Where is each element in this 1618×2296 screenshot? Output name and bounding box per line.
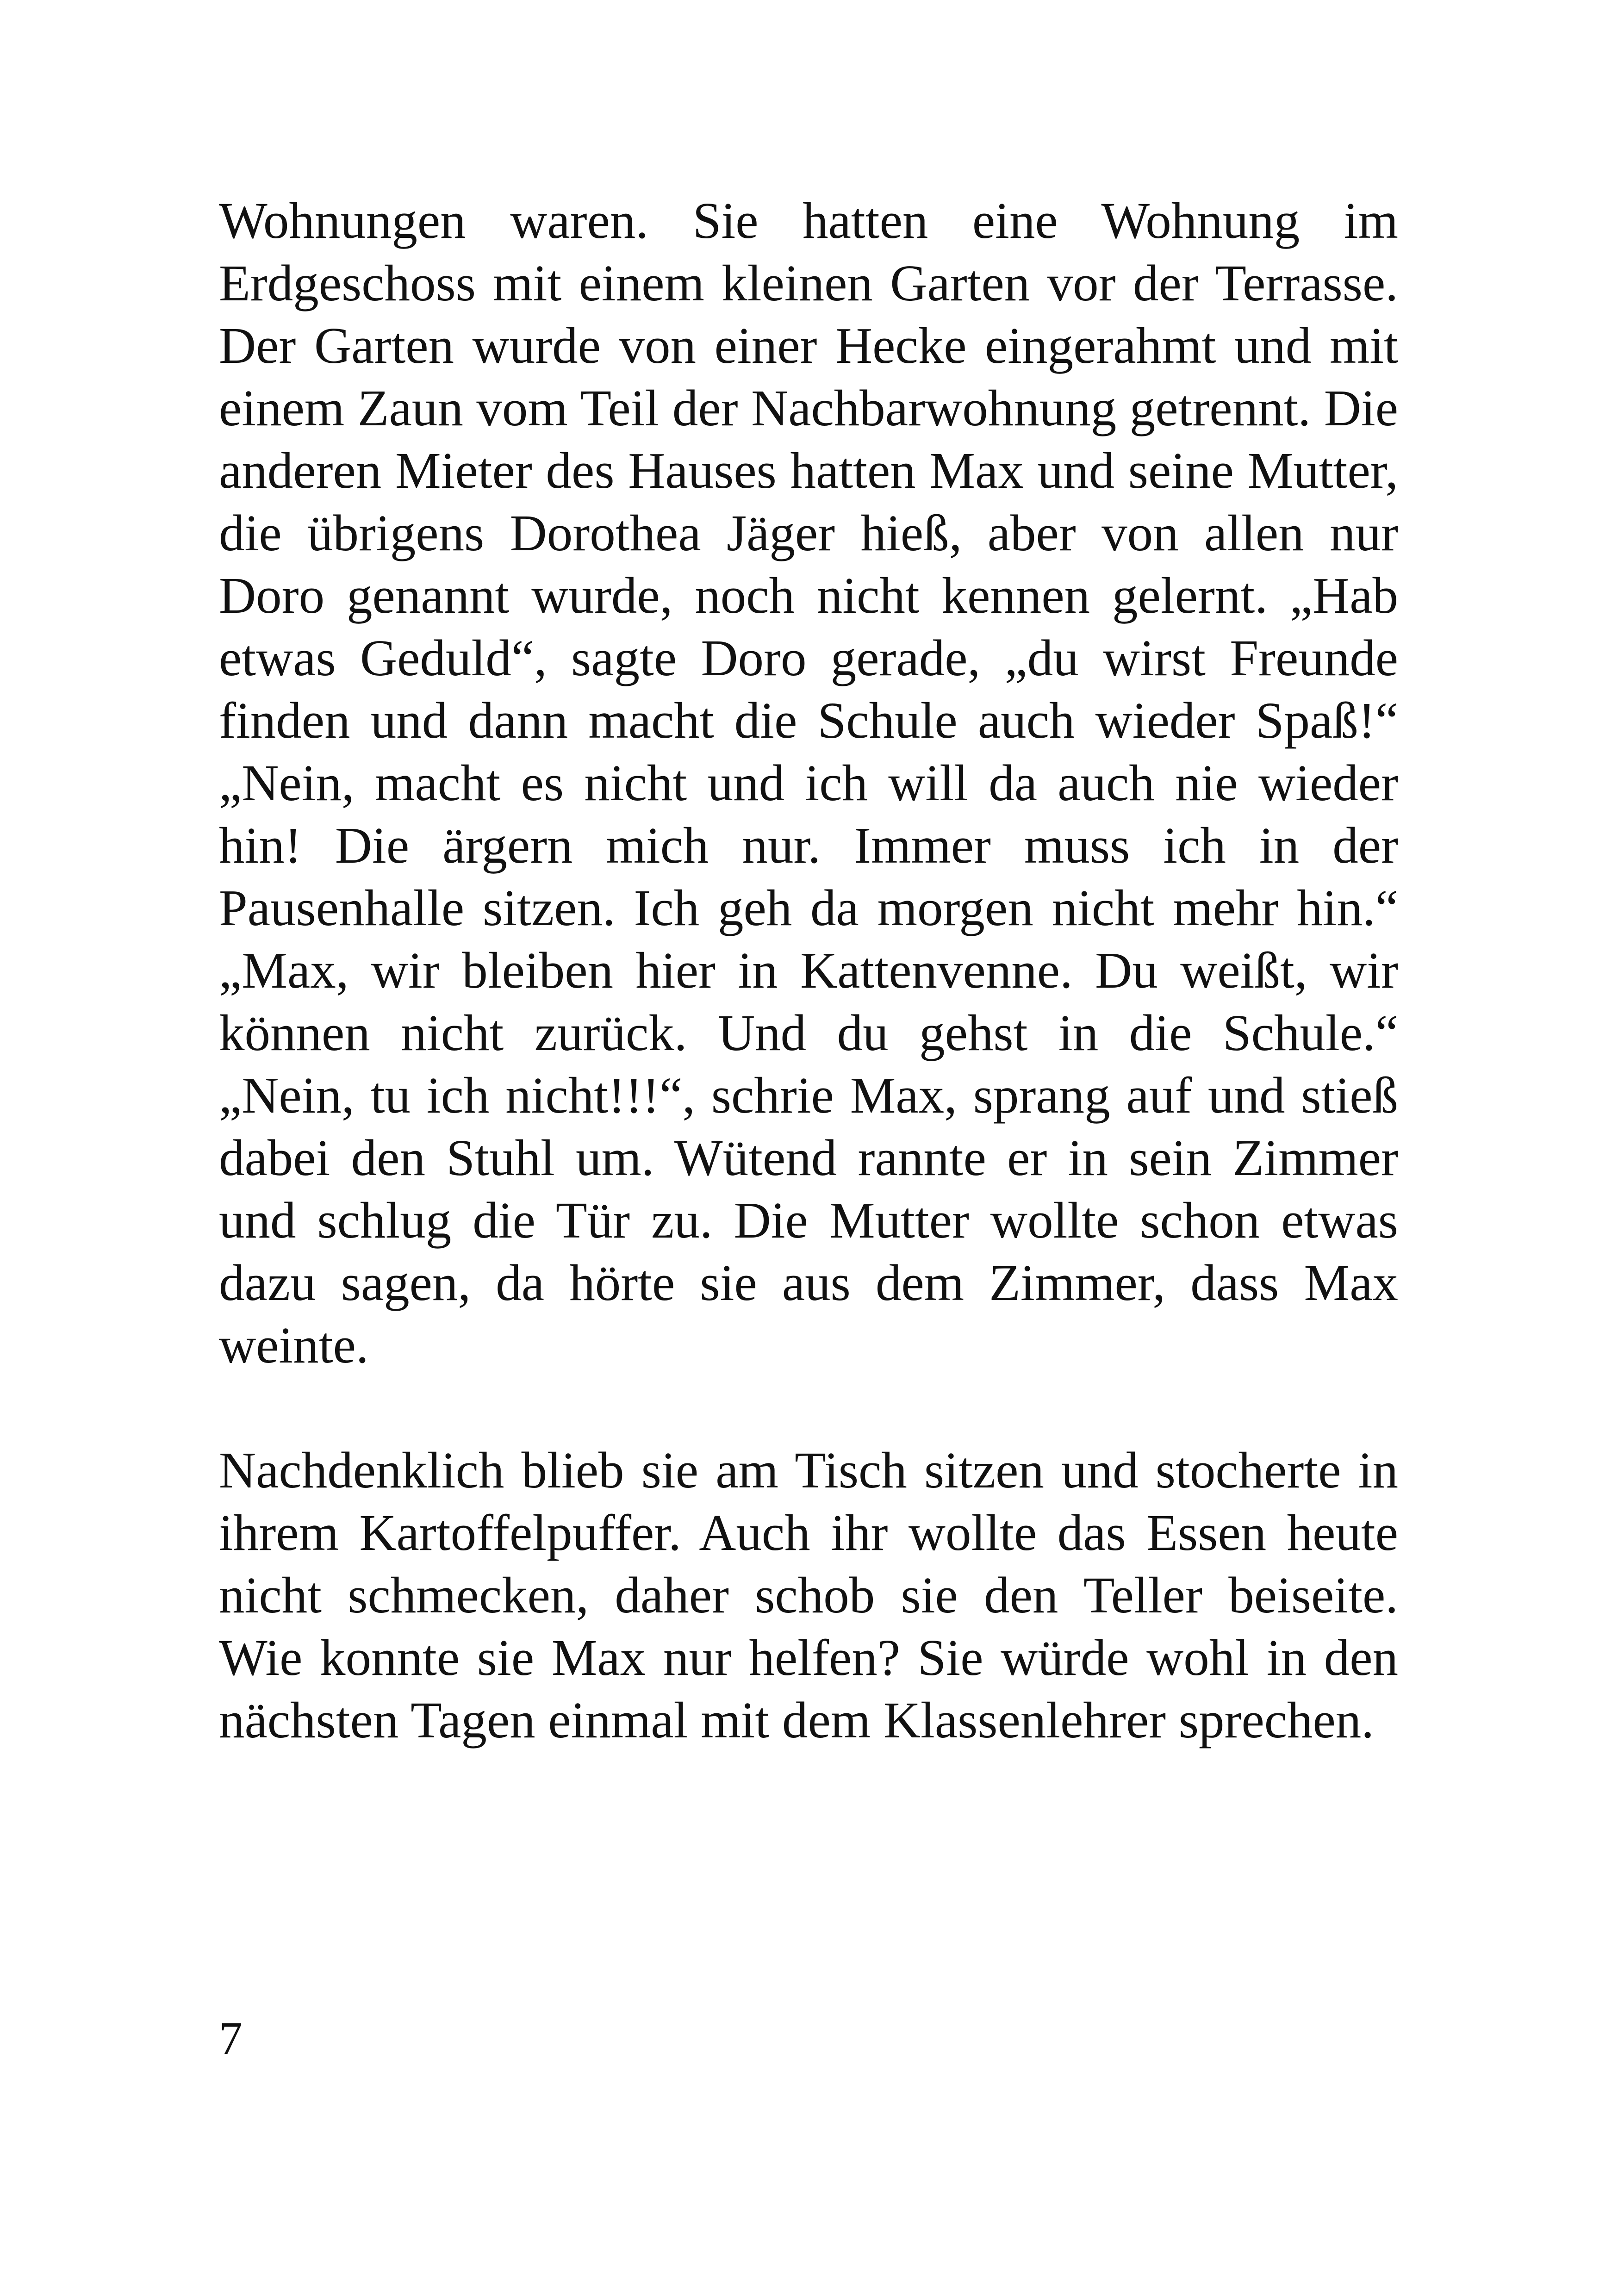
body-text — [219, 190, 1398, 1752]
page-number: 7 — [219, 2012, 243, 2065]
paragraph: Nachdenklich blieb sie am Tisch sitzen und stocherte in ihrem Kartoffelpuffer. Auch ihr wollte das Essen heute nicht schmecken, daher schob sie den Teller beiseite. Wie konnte sie Max nur helfen? Sie würde wohl in den nächsten Tagen einmal mit dem Klassenlehrer sprechen. — [219, 1442, 1398, 1749]
paragraph: Wohnungen waren. Sie hatten eine Wohnung im Erdgeschoss mit einem kleinen Garten vor der Terrasse. Der Garten wurde von einer Hecke eingerahmt und mit einem Zaun vom Teil der Nachbarwohnung getrennt. Die anderen Mieter des Hauses hatten Max und seine Mutter, die übrigens Dorothea Jäger hieß, aber von allen nur Doro genannt wurde, noch nicht kennen gelernt. „Hab etwas Geduld“, sagte Doro gerade, „du wirst Freunde finden und dann macht die Schule auch wieder Spaß!“ „Nein, macht es nicht und ich will da auch nie wieder hin! Die ärgern mich nur. Immer muss ich in der Pausenhalle sitzen. Ich geh da morgen nicht mehr hin.“ „Max, wir bleiben hier in Kattenvenne. Du weißt, wir können nicht zurück. Und du gehst in die Schule.“ „Nein, tu ich nicht!!!“, schrie Max, sprang auf und stieß dabei den Stuhl um. Wütend rannte er in sein Zimmer und schlug die Tür zu. Die Mutter wollte schon etwas dazu sagen, da hörte sie aus dem Zimmer, dass Max weinte. — [219, 193, 1398, 1374]
